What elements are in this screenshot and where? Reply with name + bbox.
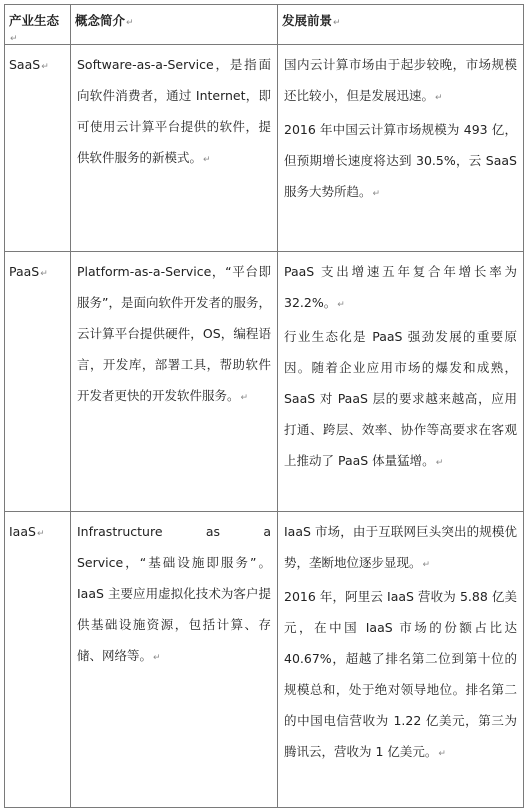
ecosystem-cell: SaaS↵	[5, 45, 71, 252]
prospect-paragraph: 国内云计算市场由于起步较晚，市场规模还比较小，但是发展迅速。↵	[284, 57, 517, 103]
concept-cell	[71, 252, 278, 512]
ecosystem-cell: PaaS↵	[5, 252, 71, 512]
concept-text: Platform-as-a-Service，“平台即服务”，是面向软件开发者的服务，云计算平台提供硬件，OS，编程语言，开发库，部署工具，帮助软件开发者更快的开发软件服务。↵	[77, 264, 271, 403]
prospect-cell	[278, 512, 524, 808]
concept-cell	[71, 45, 278, 252]
prospect-cell	[278, 252, 524, 512]
prospect-paragraph: 2016 年中国云计算市场规模为 493 亿，但预期增长速度将达到 30.5%，云 SaaS 服务大势所趋。↵	[284, 122, 517, 199]
table-row-saas	[5, 45, 524, 252]
header-prospect: 发展前景↵	[278, 5, 524, 45]
table-row-iaas	[5, 512, 524, 808]
header-row	[5, 5, 524, 45]
table-row-paas	[5, 252, 524, 512]
concept-text: Software-as-a-Service，是指面向软件消费者，通过 Internet，即可使用云计算平台提供的软件，提供软件服务的新模式。↵	[77, 57, 271, 165]
header-concept: 概念简介↵	[71, 5, 278, 45]
industry-table	[4, 4, 524, 808]
header-ecosystem: 产业生态↵	[5, 5, 71, 45]
prospect-paragraph: PaaS 支出增速五年复合年增长率为 32.2%。↵	[284, 264, 517, 310]
prospect-paragraph: IaaS 市场，由于互联网巨头突出的规模优势，垄断地位逐步显现。↵	[284, 524, 517, 570]
prospect-paragraph: 行业生态化是 PaaS 强劲发展的重要原因。随着企业应用市场的爆发和成熟，SaaS 对 PaaS 层的要求越来越高，应用打通、跨层、效率、协作等高要求在客观上推动了 PaaS 体量猛增。↵	[284, 329, 517, 468]
ecosystem-cell: IaaS↵	[5, 512, 71, 808]
prospect-paragraph: 2016 年，阿里云 IaaS 营收为 5.88 亿美元，在中国 IaaS 市场的份额占比达 40.67%，超越了排名第二位到第十位的规模总和，处于绝对领导地位。排名第二的中国电信营收为 1.22 亿美元，第三为腾讯云，营收为 1 亿美元。↵	[284, 589, 517, 759]
concept-cell	[71, 512, 278, 808]
concept-text: Infrastructure as a Service，“基础设施即服务”。IaaS 主要应用虚拟化技术为客户提供基础设施资源，包括计算、存储、网络等。↵	[77, 524, 271, 663]
prospect-cell	[278, 45, 524, 252]
